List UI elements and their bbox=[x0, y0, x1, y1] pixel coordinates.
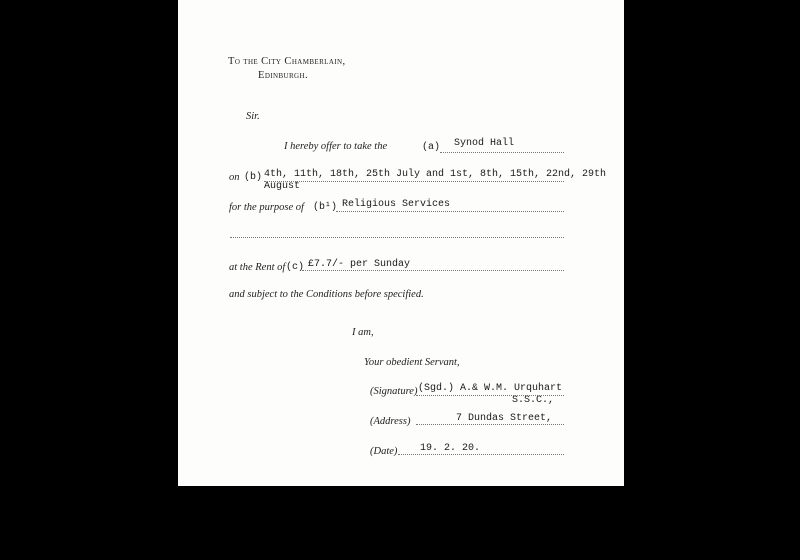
premises-rule bbox=[440, 152, 564, 153]
conditions-text: and subject to the Conditions before specified. bbox=[229, 289, 424, 300]
header-line-1: To the City Chamberlain, bbox=[228, 56, 346, 67]
salutation: Sir. bbox=[246, 111, 260, 122]
address-label: (Address) bbox=[370, 416, 411, 427]
i-am: I am, bbox=[352, 327, 374, 338]
purpose-label: for the purpose of bbox=[229, 202, 304, 213]
blank-rule bbox=[230, 237, 564, 238]
purpose-rule bbox=[336, 211, 564, 212]
on-label: on bbox=[229, 172, 240, 183]
header-line-2: Edinburgh. bbox=[258, 70, 308, 81]
marker-b1: (b¹) bbox=[313, 202, 338, 213]
dates-line-1: 4th, 11th, 18th, 25th July and 1st, 8th, 15th, 22nd, 29th bbox=[264, 169, 607, 180]
signature-label: (Signature) bbox=[370, 386, 418, 397]
date-value: 19. 2. 20. bbox=[420, 443, 481, 454]
date-label: (Date) bbox=[370, 446, 398, 457]
marker-c: (c) bbox=[286, 262, 305, 273]
servant-line: Your obedient Servant, bbox=[364, 357, 460, 368]
dates-line-2: August bbox=[264, 181, 301, 192]
signature-rule bbox=[416, 395, 564, 396]
marker-b: (b) bbox=[244, 172, 263, 183]
signature-line-2: S.S.C., bbox=[512, 395, 555, 406]
date-rule bbox=[398, 454, 564, 455]
rent-label: at the Rent of bbox=[229, 262, 286, 273]
rent-rule bbox=[302, 270, 564, 271]
document-page bbox=[178, 0, 624, 486]
dates-rule bbox=[264, 181, 564, 182]
address-rule bbox=[416, 424, 564, 425]
marker-a: (a) bbox=[422, 142, 441, 153]
purpose-value: Religious Services bbox=[342, 199, 451, 210]
premises-value: Synod Hall bbox=[454, 138, 515, 149]
offer-intro: I hereby offer to take the bbox=[284, 141, 388, 152]
rent-value: £7.7/- per Sunday bbox=[308, 259, 411, 270]
address-value: 7 Dundas Street, bbox=[456, 413, 553, 424]
signature-line-1: (Sgd.) A.& W.M. Urquhart bbox=[418, 383, 563, 394]
